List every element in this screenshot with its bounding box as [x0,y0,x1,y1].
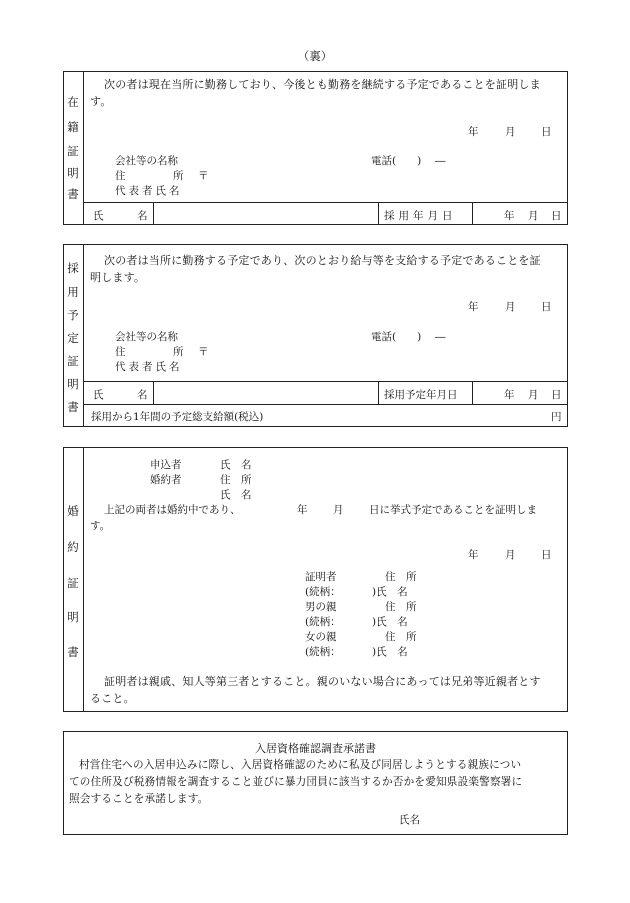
section1-side-char: 書 [67,187,79,201]
section2-side-char: 定 [67,331,79,345]
section1-hire-date-label: 採用年月日 [384,210,457,222]
section1-side-char: 在 [67,95,79,109]
section1-date-year: 年 [468,126,479,138]
section2-side-char: 用 [67,285,79,299]
section2-side-char: 書 [67,400,79,414]
section1-side-char: 証 [67,144,79,158]
section1-side-char: 明 [67,166,79,180]
section1-postal-mark: 〒 [198,170,209,182]
consent-body: 村営住宅への入居申込みに際し、入居資格確認のために私及び同居しようとする親族につい ての住所及び税務情報を調査すること並びに暴力団員に該当するか否かを愛知県設楽警察署に 照会することを承諾します。 [69,759,523,805]
consent-title: 入居資格確認調査承諾書 [255,742,376,755]
section2-salary-label: 採用から1年間の予定総支給額(税込) [91,411,264,423]
section1-date-day: 日 [541,126,552,138]
section2-side-char: 証 [67,354,79,368]
section1-company-label: 会社等の名称 [115,155,178,167]
section1-date-month: 月 [505,126,516,138]
section1-row-divider [83,202,568,203]
section1-side-char: 籍 [67,120,79,134]
consent-name-label: 氏名 [399,814,420,826]
section2-yen: 円 [551,411,562,423]
section1-rep-label: 代表者氏名 [115,185,183,197]
section2-side-char: 採 [67,261,79,275]
section3-note: 証明者は親戚、知人等第三者とすること。親のいない場合にあっては兄弟等近親者とす ること。 [90,675,541,705]
section2-side-char: 予 [67,308,79,322]
page-header: （裏） [297,49,333,63]
section2-side-char: 明 [67,377,79,391]
section1-phone-label: 電話( ) ― [371,155,446,167]
section1-statement: 次の者は現在当所に勤務しており、今後とも勤務を継続する予定であることを証明しま す。 [90,78,541,108]
section2-statement: 次の者は当所に勤務する予定であり、次のとおり給与等を支給する予定であることを証 明します。 [90,254,541,284]
